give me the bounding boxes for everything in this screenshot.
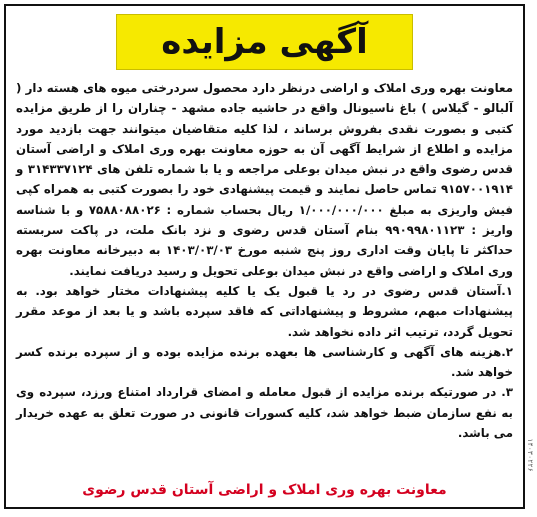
intro-paragraph: معاونت بهره وری املاک و اراضی درنظر دارد محصول سردرختی میوه های هسته دار ( آلبالو - گیلاس ) باغ ناسیونال واقع در حاشیه جاده مشهد - چناران را از طریق مزایده کتبی و بصورت نقدی بفروش برساند ، لذا کلیه متقاضیان میتوانند جهت بازدید مورد مزایده و اطلاع از شرایط آگهی آن به حوزه معاونت بهره وری املاک و اراضی آستان قدس رضوی واقع در نبش میدان بوعلی مراجعه و یا با شماره تلفن های ۳۱۴۳۳۷۱۲۴ و ۹۱۵۷۰۰۱۹۱۴ تماس حاصل نمایند و قیمت پیشنهادی خود را بصورت کتبی به همراه کپی فیش واریزی به مبلغ ۱/۰۰۰/۰۰۰/۰۰۰ ریال بحساب شماره : ۷۵۸۸۰۸۸۰۲۶ و با شناسه واریز : ۹۹۰۹۹۸۰۱۱۲۳ بنام آستان قدس رضوی و نزد بانک ملت، در پاکت سربسته حداکثر تا پایان وقت اداری روز پنج شنبه مورخ ۱۴۰۳/۰۳/۰۳ به دبیرخانه معاونت بهره وری املاک و اراضی واقع در نبش میدان بوعلی تحویل و رسید دریافت نمایند.	[16, 81, 513, 278]
clause-1: ۱.آستان قدس رضوی در رد یا قبول یک یا کلیه پیشنهادات مختار خواهد بود. به پیشنهادات مبهم، مشروط و پیشنهاداتی که فاقد سپرده باشد و یا بعد از موعد مقرر تحویل گردد، ترتیب اثر داده نخواهد شد.	[16, 283, 513, 339]
clause-2: ۲.هزینه های آگهی و کارشناسی ها بعهده برنده مزایده بوده و از سپرده برنده کسر خواهد شد.	[16, 344, 513, 380]
title-banner	[116, 14, 413, 70]
signature-line: معاونت بهره وری املاک و اراضی آستان قدس رضوی	[82, 482, 447, 498]
notice-body	[16, 78, 513, 443]
notice-title: آگهی مزایده	[161, 22, 368, 62]
clause-3: ۳. در صورتیکه برنده مزایده از قبول معامله و امضای قرارداد امتناع ورزد، سپرده وی به نفع سازمان ضبط خواهد شد، کلیه کسورات قانونی در صورت تعلق به عهده خریدار می باشد.	[16, 385, 513, 441]
notice-frame	[4, 4, 525, 509]
side-code-text: ۱۴۰۳۰۲۲۶	[526, 438, 534, 472]
side-code	[525, 400, 535, 510]
